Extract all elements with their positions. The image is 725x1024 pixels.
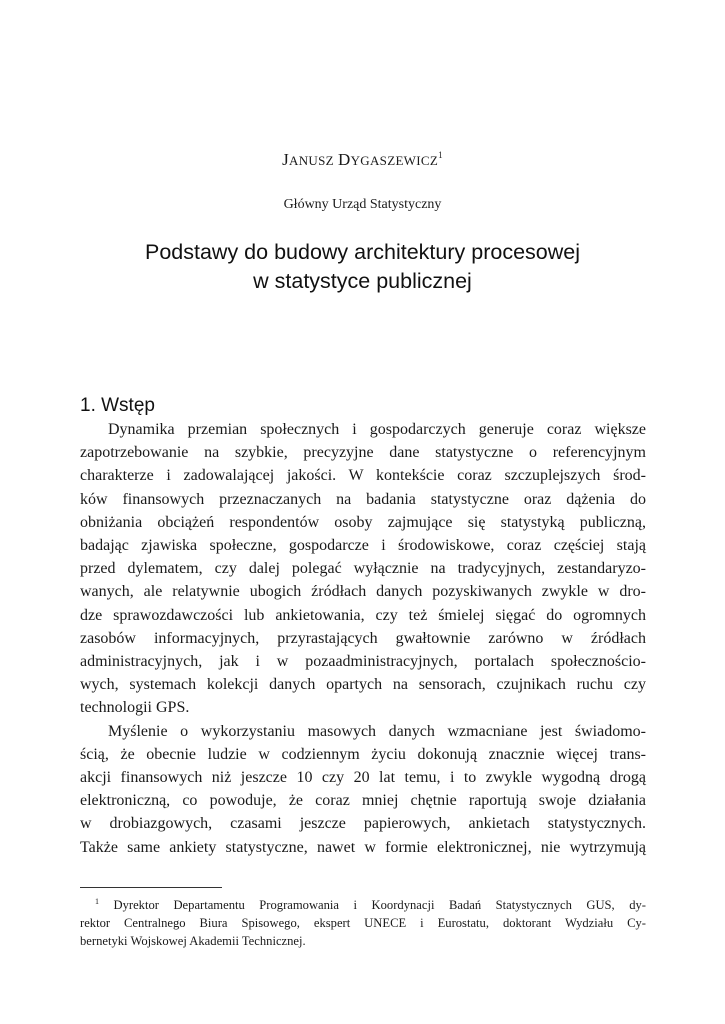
footnote-line: rektor Centralnego Biura Spisowego, ekspert UNECE i Eurostatu, doktorant Wydziału Cy- xyxy=(80,916,646,930)
paragraph-line: Także same ankiety statystyczne, nawet w formie elektronicznej, nie wytrzymują xyxy=(80,838,646,856)
footnote-line xyxy=(80,893,646,914)
author-name xyxy=(0,150,725,170)
title-line-1: Podstawy do budowy architektury procesowej xyxy=(145,240,580,264)
paragraph-line: zasobów informacyjnych, przyrastających gwałtownie zarówno w źródłach xyxy=(80,629,646,647)
author-first-initial: J xyxy=(282,150,289,169)
body-text xyxy=(80,418,646,859)
paragraph-line: badając zjawiska społeczne, gospodarcze i środowiskowe, coraz częściej stają xyxy=(80,537,646,555)
paragraph-line: obniżania obciążeń respondentów osoby zajmujące się statystyką publiczną, xyxy=(80,513,646,531)
author-last-initial: D xyxy=(338,150,351,169)
paragraph-line: wych, systemach kolekcji danych opartych na sensorach, czujnikach ruchu czy xyxy=(80,676,646,694)
paragraph-line: wanych, ale relatywnie ubogich źródłach danych pozyskiwanych zwykle w dro- xyxy=(80,583,646,601)
affiliation: Główny Urząd Statystyczny xyxy=(283,197,442,212)
article-title xyxy=(0,238,725,296)
footnote-marker: 1 xyxy=(95,897,99,906)
title-line-2: w statystyce publicznej xyxy=(253,269,472,293)
paragraph-line: ków finansowych przeznaczanych na badania statystyczne oraz dążenia do xyxy=(80,490,646,508)
paragraph-line: technologii GPS. xyxy=(80,699,190,717)
paragraph-line: administracyjnych, jak i w pozaadministracyjnych, portalach społecznościo- xyxy=(80,653,646,671)
paragraph-line: przed dylematem, czy dalej polegać wyłącznie na tradycyjnych, zestandaryzo- xyxy=(80,560,646,578)
author-last-rest: YGASZEWICZ xyxy=(350,153,439,168)
paragraph-line: zapotrzebowanie na szybkie, precyzyjne dane statystyczne o referencyjnym xyxy=(80,444,646,462)
footnote xyxy=(80,893,646,950)
paragraph-line: elektroniczną, co powoduje, że coraz mniej chętnie raportują swoje działania xyxy=(80,792,646,810)
paragraph-line: charakterze i zadowalającej jakości. W kontekście coraz szczuplejszych środ- xyxy=(80,467,646,485)
paragraph-line: Dynamika przemian społecznych i gospodarczych generuje coraz większe xyxy=(108,421,646,438)
footnote-line-text: Dyrektor Departamentu Programowania i Koordynacji Badań Statystycznych GUS, dy- xyxy=(113,898,646,912)
paragraph-line: w drobiazgowych, czasami jeszcze papierowych, ankietach statystycznych. xyxy=(80,815,646,833)
section-heading: 1. Wstęp xyxy=(80,395,155,416)
author-footnote-marker: 1 xyxy=(438,150,443,160)
footnote-line: bernetyki Wojskowej Akademii Technicznej. xyxy=(80,934,306,948)
paragraph-line: Myślenie o wykorzystaniu masowych danych wzmacniane jest świadomo- xyxy=(108,722,646,740)
paragraph-line: akcji finansowych niż jeszcze 10 czy 20 lat temu, i to zwykle wygodną drogą xyxy=(80,769,646,787)
footnote-divider xyxy=(80,887,222,888)
paragraph-line: dze sprawozdawczości lub ankietowania, czy też śmielej sięgać do ogromnych xyxy=(80,606,646,624)
paragraph-line: ścią, że obecnie ludzie w codziennym życiu dokonują znacznie więcej trans- xyxy=(80,745,646,763)
author-first-rest: ANUSZ xyxy=(289,153,334,168)
